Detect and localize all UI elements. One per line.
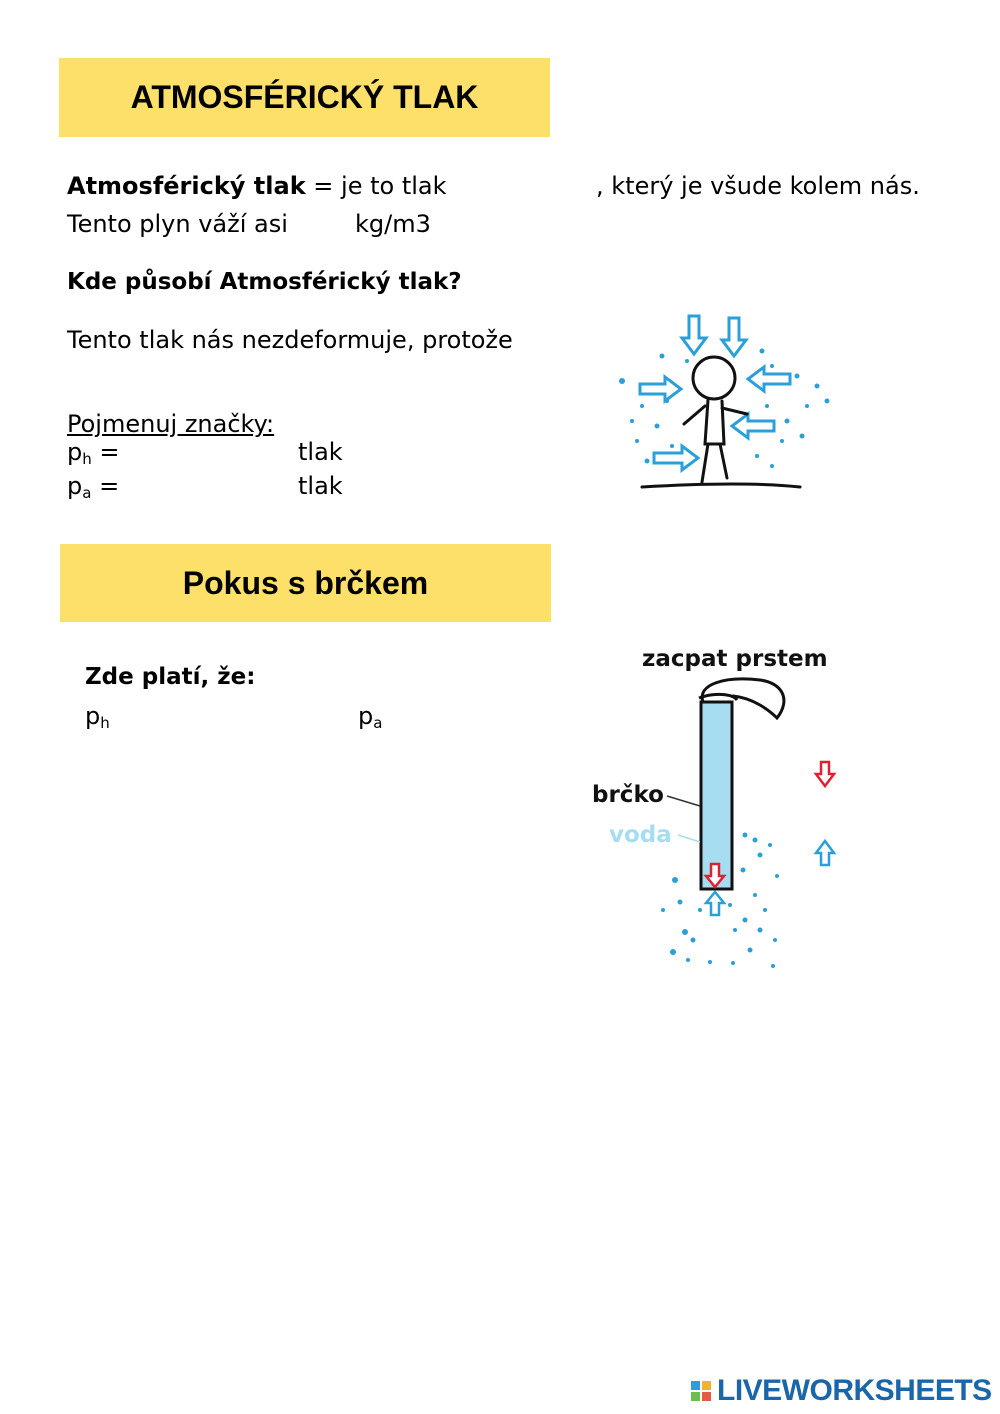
down-arrow-icon [682, 316, 706, 354]
reason-label: Tento tlak nás nezdeformuje, protože [67, 326, 513, 354]
rule-label: Zde platí, že: [85, 664, 256, 690]
definition-part2: , který je všude kolem nás. [596, 172, 920, 200]
pressure-figure-illustration [612, 306, 842, 496]
down-arrow-icon [816, 762, 834, 786]
definition-line [67, 172, 447, 201]
symbol-equals: = [99, 472, 120, 500]
symbol-letter: p [358, 702, 374, 730]
up-arrow-icon [706, 892, 724, 915]
weight-label: Tento plyn váží asi [67, 210, 288, 238]
section-title: Pokus s brčkem [182, 564, 429, 601]
up-arrow-icon [816, 841, 834, 865]
right-arrow-icon [640, 377, 681, 401]
symbol-row [67, 472, 119, 501]
water-pointer-line [678, 835, 700, 842]
section-title: ATMOSFÉRICKÝ TLAK [130, 79, 479, 115]
symbols-heading: Pojmenuj značky: [67, 410, 275, 438]
logo-mark-icon [690, 1380, 714, 1402]
symbol-letter: p [67, 472, 83, 500]
label-finger: zacpat prstem [642, 646, 828, 672]
symbol-letter: p [67, 438, 83, 466]
left-arrow-icon [748, 367, 790, 391]
liveworksheets-logo [690, 1376, 992, 1406]
straw-pointer-line [667, 796, 700, 806]
symbol-subscript: h [100, 714, 110, 732]
straw-with-water [701, 702, 732, 889]
down-arrow-icon [722, 318, 746, 356]
section-title-banner [60, 544, 551, 622]
symbol-row [67, 438, 120, 467]
definition-term: Atmosférický tlak [67, 172, 306, 200]
symbol-letter: p [85, 702, 101, 730]
rule-right-symbol [358, 702, 382, 731]
section-title-banner [59, 58, 550, 137]
straw-experiment-illustration [585, 640, 845, 980]
right-arrow-icon [654, 446, 698, 470]
symbol-equals: = [99, 438, 120, 466]
pressure-arrows [640, 316, 790, 470]
symbol-suffix: tlak [298, 472, 343, 500]
symbol-subscript: a [82, 484, 92, 502]
symbol-subscript: h [82, 450, 92, 468]
question-heading: Kde působí Atmosférický tlak? [67, 269, 462, 295]
left-arrow-icon [732, 414, 774, 438]
symbol-subscript: a [373, 714, 383, 732]
label-water: voda [609, 822, 672, 848]
weight-unit: kg/m3 [355, 210, 431, 238]
rule-left-symbol [85, 702, 110, 731]
definition-part1: = je to tlak [313, 172, 447, 200]
logo-text: LIVEWORKSHEETS [717, 1374, 992, 1407]
symbol-suffix: tlak [298, 438, 343, 466]
label-straw: brčko [592, 782, 664, 808]
finger-tip [699, 694, 737, 700]
